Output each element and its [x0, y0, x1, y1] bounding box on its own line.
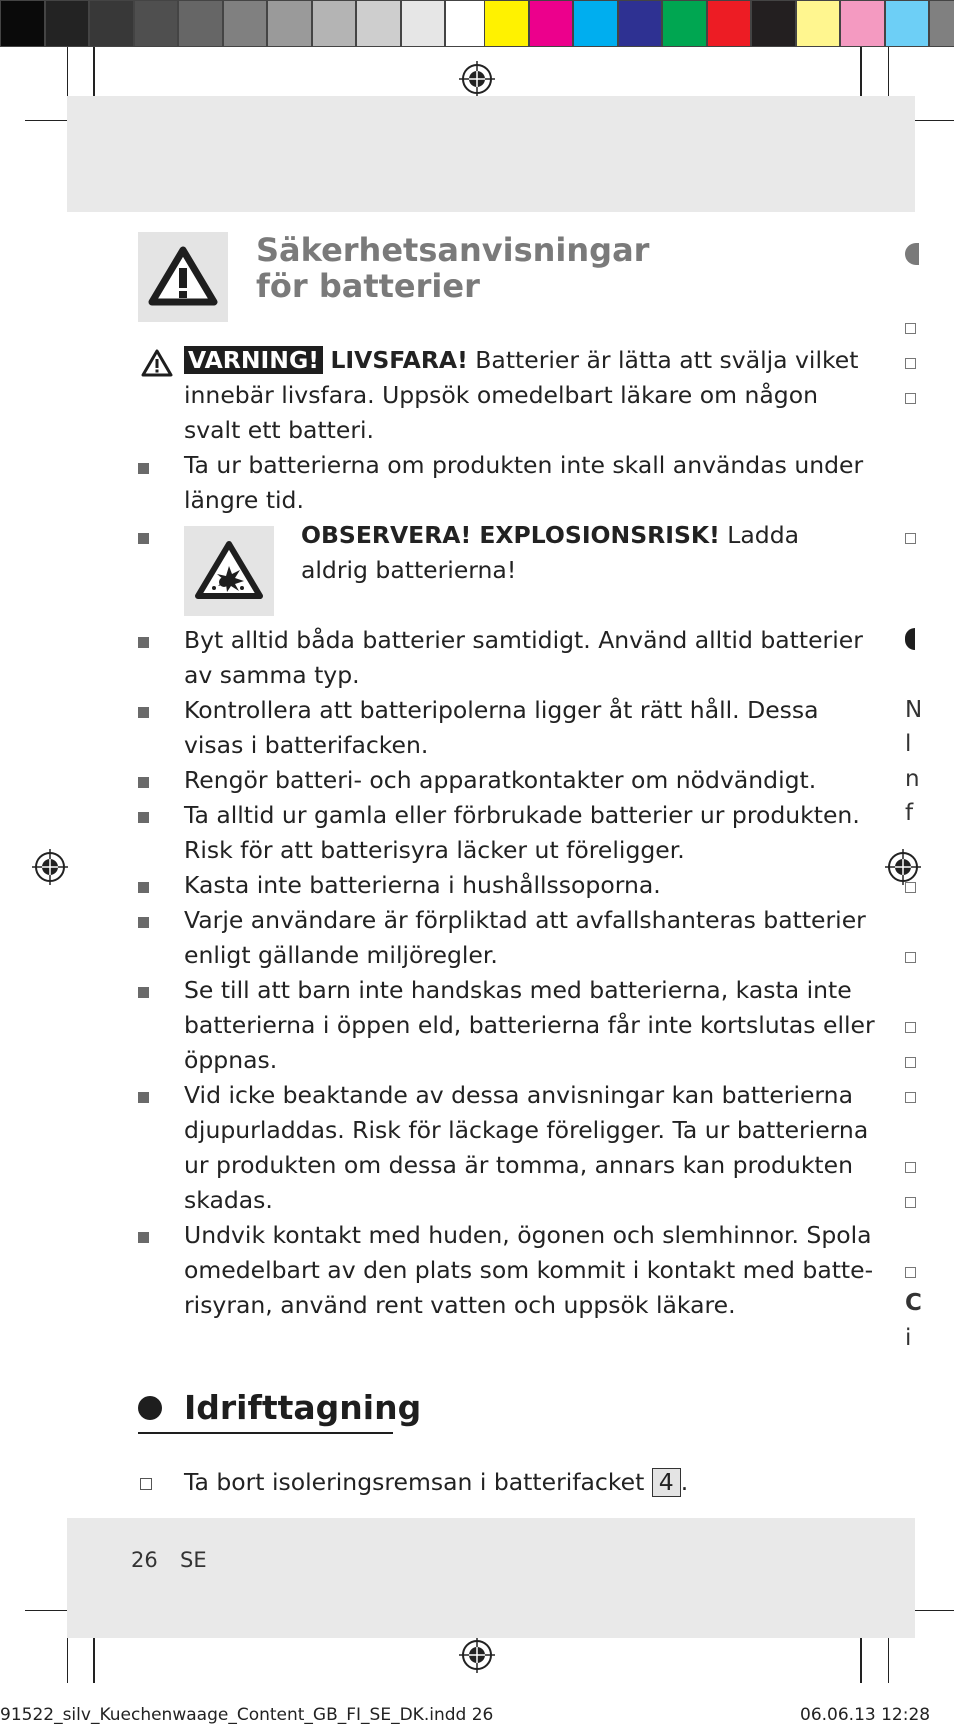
warning-text: Batterier är lätta att svälja vilket: [467, 346, 859, 374]
edge-fragment: i: [905, 1325, 912, 1351]
color-swatch: [529, 0, 574, 47]
edge-fragment: n: [905, 766, 920, 792]
registration-mark-icon: [31, 848, 69, 886]
edge-checkbox-icon: [905, 1267, 916, 1278]
gray-swatch: [89, 0, 134, 47]
list-item-text: Vid icke beaktande av dessa anvisningar kan batterierna: [184, 1081, 853, 1109]
warning-paragraph: [184, 343, 859, 448]
step-text-end: .: [680, 1468, 689, 1496]
list-item-text: öppnas.: [184, 1046, 278, 1074]
registration-mark-icon: [458, 1636, 496, 1674]
bullet-icon: [138, 707, 149, 718]
footer-band: [67, 1518, 915, 1638]
color-swatch: [751, 0, 796, 47]
list-item: [184, 1078, 869, 1218]
section-title-line: Säkerhetsanvisningar: [256, 231, 650, 269]
explosion-icon-box: [184, 526, 274, 616]
part-reference-badge: 4: [652, 1468, 681, 1497]
list-item: [184, 903, 866, 973]
crop-mark: [25, 1610, 70, 1611]
list-item-text: skadas.: [184, 1186, 273, 1214]
warning-badge: VARNING!: [184, 346, 323, 374]
list-item-text: Se till att barn inte handskas med batterierna, kasta inte: [184, 976, 852, 1004]
registration-mark-icon: [884, 848, 922, 886]
list-item: [184, 763, 824, 798]
crop-mark: [860, 47, 862, 102]
warning-triangle-icon: [138, 232, 228, 322]
list-item-text: längre tid.: [184, 486, 304, 514]
gray-swatch: [312, 0, 357, 47]
section-title: [256, 232, 676, 304]
bullet-icon: [138, 812, 149, 823]
color-swatch: [707, 0, 752, 47]
warning-label: LIVSFARA!: [330, 346, 468, 374]
explosion-text: Ladda: [719, 521, 800, 549]
section-bullet-icon: [138, 1396, 162, 1420]
list-item-text: av samma typ.: [184, 661, 360, 689]
edge-fragment: f: [905, 800, 914, 826]
list-item-text: Byt alltid båda batterier samtidigt. Använd alltid batterier: [184, 626, 863, 654]
gray-swatch: [267, 0, 312, 47]
bullet-icon: [138, 463, 149, 474]
print-color-bar: [0, 0, 954, 47]
list-item-text: djupurladdas. Risk för läckage föreligger. Ta ur batterierna: [184, 1116, 869, 1144]
list-item-text: Varje användare är förpliktad att avfallshanteras batterier: [184, 906, 866, 934]
crop-mark: [888, 47, 889, 102]
list-item-text: Ta alltid ur gamla eller förbrukade batterier ur produkten.: [184, 801, 860, 829]
color-swatch: [796, 0, 841, 47]
list-item-text: Undvik kontakt med huden, ögonen och slemhinnor. Spola: [184, 1221, 872, 1249]
slug-date: 06.06.13 12:28: [800, 1705, 931, 1725]
edge-checkbox-icon: [905, 1197, 916, 1208]
bullet-icon: [138, 987, 149, 998]
list-item-text: enligt gällande miljöregler.: [184, 941, 498, 969]
explosion-text: aldrig batterierna!: [301, 556, 517, 584]
step-text: Ta bort isoleringsremsan i batterifacket: [184, 1468, 652, 1496]
edge-checkbox-icon: [905, 1022, 916, 1033]
list-item-text: batterierna i öppen eld, batterierna får inte kortslutas eller: [184, 1011, 875, 1039]
gray-swatch: [45, 0, 90, 47]
header-band: [67, 96, 915, 212]
edge-checkbox-icon: [905, 323, 916, 334]
edge-checkbox-icon: [905, 882, 916, 893]
list-item: [184, 623, 863, 693]
crop-mark: [93, 47, 95, 102]
color-swatch: [573, 0, 618, 47]
list-item-text: ur produkten om dessa är tomma, annars kan produkten: [184, 1151, 853, 1179]
gray-swatch: [0, 0, 45, 47]
edge-fragment: l: [905, 731, 912, 757]
gray-swatch: [401, 0, 446, 47]
gray-swatch: [445, 0, 490, 47]
list-item: [184, 448, 864, 518]
section2-title: Idrifttagning: [184, 1388, 422, 1427]
bullet-icon: [138, 917, 149, 928]
color-swatch: [840, 0, 885, 47]
page-number: 26: [131, 1548, 158, 1572]
warning-text: svalt ett batteri.: [184, 416, 374, 444]
explosion-warning-icon: [184, 526, 274, 616]
list-item-text: risyran, använd rent vatten och uppsök läkare.: [184, 1291, 736, 1319]
list-item: [184, 973, 875, 1078]
edge-checkbox-icon: [905, 393, 916, 404]
page-language: SE: [180, 1548, 207, 1572]
list-item: [184, 1218, 874, 1323]
edge-fragment: N: [905, 697, 923, 723]
explosion-paragraph: [301, 518, 821, 588]
list-item: [184, 693, 824, 763]
warning-text: innebär livsfara. Uppsök omedelbart läkare om någon: [184, 381, 818, 409]
edge-checkbox-icon: [905, 952, 916, 963]
crop-mark: [67, 47, 68, 102]
crop-mark: [25, 120, 70, 121]
step-item: [184, 1465, 688, 1500]
list-item-text: Rengör batteri- och apparatkontakter om nödvändigt.: [184, 766, 817, 794]
color-swatch: [484, 0, 529, 47]
color-swatch: [929, 0, 954, 47]
gray-swatch: [223, 0, 268, 47]
warning-small-icon: [140, 348, 174, 378]
edge-dot-icon: [905, 243, 919, 265]
bullet-icon: [138, 533, 149, 544]
list-item: [184, 868, 824, 903]
bullet-icon: [138, 777, 149, 788]
slug-filename: 91522_silv_Kuechenwaage_Content_GB_FI_SE_DK.indd 26: [0, 1705, 494, 1725]
bullet-icon: [138, 1232, 149, 1243]
color-swatch: [662, 0, 707, 47]
bullet-icon: [138, 882, 149, 893]
list-item: [184, 798, 860, 868]
checkbox-bullet-icon: [140, 1478, 152, 1490]
bullet-icon: [138, 1092, 149, 1103]
list-item-text: Kasta inte batterierna i hushållssoporna.: [184, 871, 661, 899]
edge-checkbox-icon: [905, 533, 916, 544]
warning-icon-box: [138, 232, 228, 322]
edge-checkbox-icon: [905, 1092, 916, 1103]
edge-checkbox-icon: [905, 1057, 916, 1068]
registration-mark-icon: [458, 60, 496, 98]
explosion-label: OBSERVERA! EXPLOSIONSRISK!: [301, 521, 720, 549]
color-swatch: [618, 0, 663, 47]
section-title-line: för batterier: [256, 267, 480, 305]
gray-swatch: [356, 0, 401, 47]
list-item-text: Risk för att batterisyra läcker ut föreligger.: [184, 836, 685, 864]
color-swatch: [885, 0, 930, 47]
gray-swatch: [178, 0, 223, 47]
edge-fragment: C: [905, 1290, 922, 1316]
list-item-text: Kontrollera att batteripolerna ligger åt rätt håll. Dessa: [184, 696, 819, 724]
edge-checkbox-icon: [905, 1162, 916, 1173]
list-item-text: visas i batterifacken.: [184, 731, 429, 759]
bullet-icon: [138, 637, 149, 648]
section2-underline: [138, 1432, 393, 1434]
edge-dot-icon: [905, 628, 915, 650]
list-item-text: omedelbart av den plats som kommit i kontakt med batte-: [184, 1256, 874, 1284]
list-item-text: Ta ur batterierna om produkten inte skall användas under: [184, 451, 864, 479]
gray-swatch: [134, 0, 179, 47]
edge-checkbox-icon: [905, 358, 916, 369]
